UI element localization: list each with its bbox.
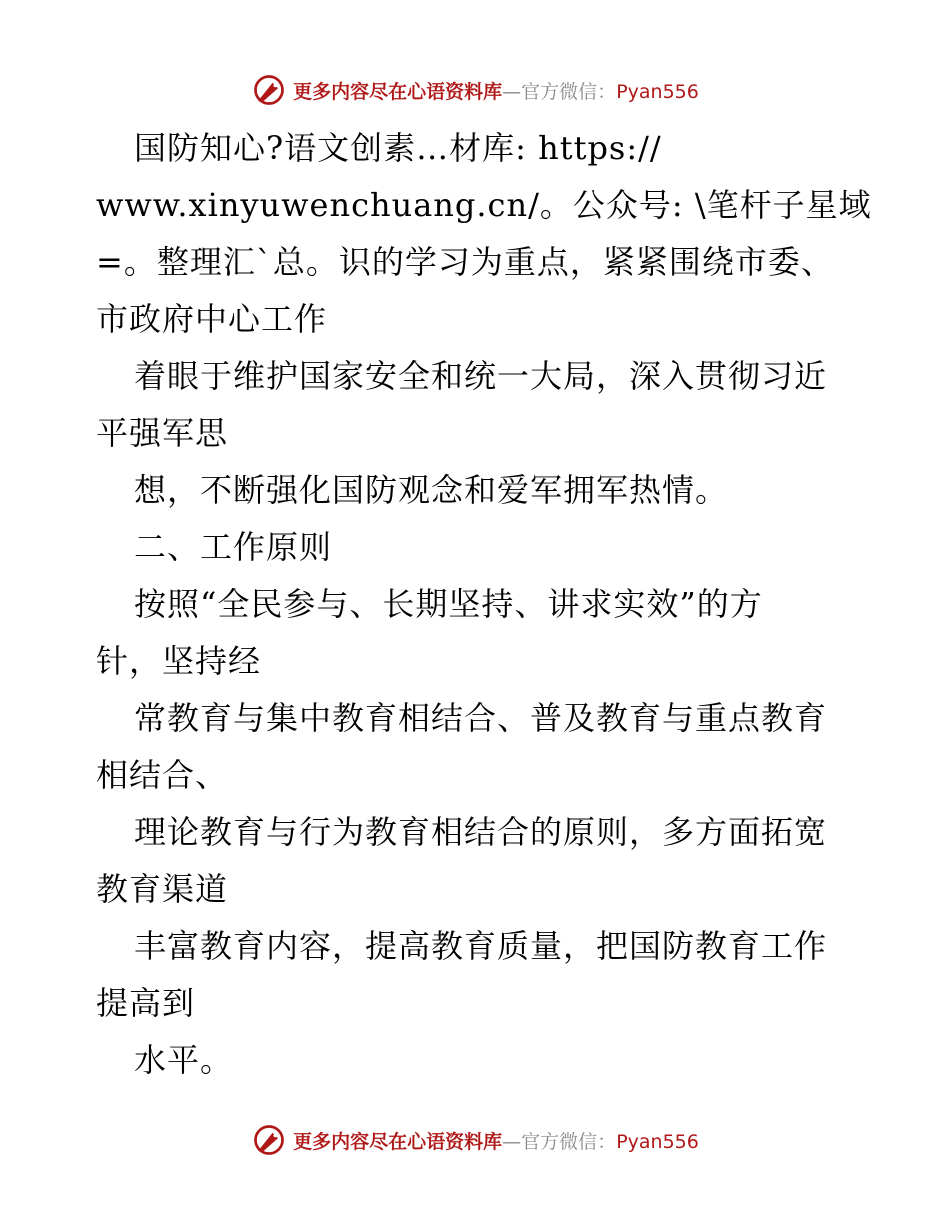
text-line: 市政府中心工作	[96, 300, 328, 338]
text-line: 国防知心?语文创素…材库: https://	[134, 129, 662, 167]
text-line: 着眼于维护国家安全和统一大局，深入贯彻习近	[134, 357, 828, 395]
text-line: 提高到	[96, 984, 196, 1022]
text-line: 丰富教育内容，提高教育质量，把国防教育工作	[134, 927, 828, 965]
watermark-text	[293, 77, 699, 104]
watermark-wechat-label: 官方微信：	[521, 80, 617, 103]
text-line: =。整理汇`总。识的学习为重点，紧紧围绕市委、	[96, 243, 834, 281]
watermark-separator: —	[502, 1130, 522, 1153]
text-line: 水平。	[134, 1041, 234, 1079]
watermark-wechat-id: Pyan556	[616, 1130, 699, 1153]
watermark-separator: —	[502, 80, 522, 103]
watermark-brand: 更多内容尽在心语资料库	[293, 80, 503, 103]
watermark-wechat-label: 官方微信：	[521, 1130, 617, 1153]
watermark-brand: 更多内容尽在心语资料库	[293, 1130, 503, 1153]
pen-nib-logo-icon	[251, 1122, 287, 1158]
text-line: 理论教育与行为教育相结合的原则，多方面拓宽	[134, 813, 828, 851]
pen-nib-logo-icon	[251, 72, 287, 108]
text-line: 针，坚持经	[96, 642, 262, 680]
section-heading: 二、工作原则	[134, 528, 333, 566]
text-line: 相结合、	[96, 756, 229, 794]
text-line: 教育渠道	[96, 870, 229, 908]
watermark-text	[293, 1127, 699, 1154]
watermark-wechat-id: Pyan556	[616, 80, 699, 103]
text-line: 想，不断强化国防观念和爱军拥军热情。	[134, 471, 729, 509]
text-line: 按照“全民参与、长期坚持、讲求实效”的方	[134, 585, 763, 623]
document-body	[96, 120, 872, 1089]
footer-watermark	[0, 1120, 950, 1160]
header-watermark	[0, 70, 950, 110]
text-line: 常教育与集中教育相结合、普及教育与重点教育	[134, 699, 828, 737]
text-line: www.xinyuwenchuang.cn/。公众号: \笔杆子星域	[96, 186, 872, 224]
text-line: 平强军思	[96, 414, 229, 452]
